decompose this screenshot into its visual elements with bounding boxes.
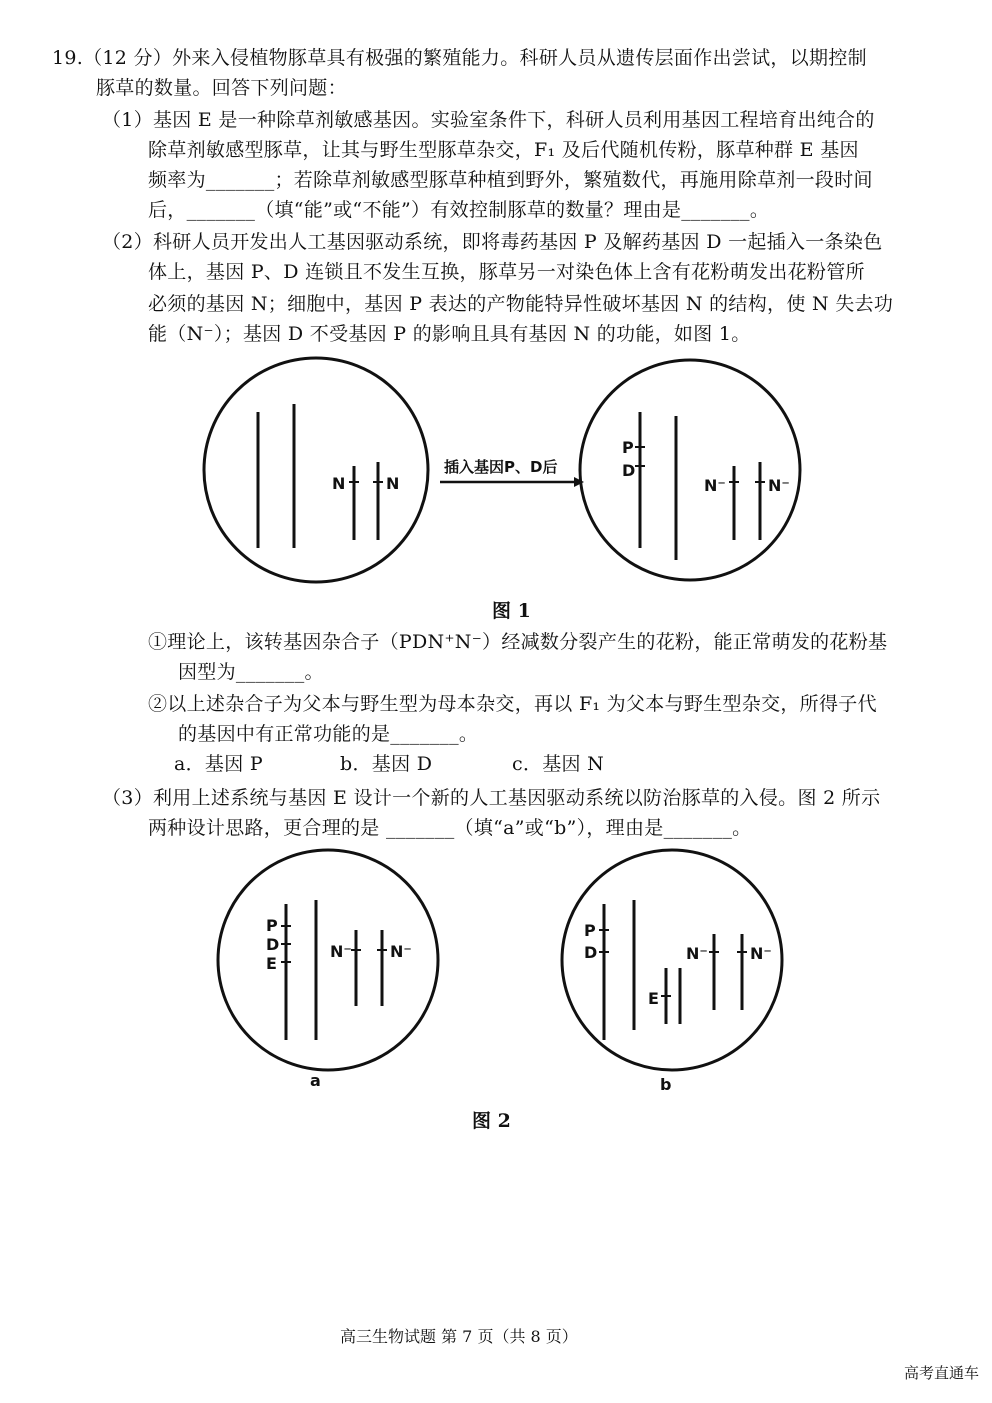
cell-circle-left (204, 358, 428, 582)
gene-label-n: N (332, 474, 346, 493)
option-a: a．基因 P (174, 753, 263, 775)
gene-label-n-minus: N⁻ (768, 476, 790, 495)
cell-circle-b (562, 850, 782, 1070)
gene-label-n-minus: N⁻ (330, 942, 352, 961)
arrow-label: 插入基因P、D后 (444, 458, 558, 476)
gene-label-n-minus: N⁻ (686, 944, 708, 963)
gene-label-p: P (266, 916, 278, 935)
figure-2b-label: b (660, 1075, 672, 1094)
gene-label-d: D (266, 935, 280, 954)
text-line: 两种设计思路，更合理的是 _______（填“a”或“b”），理由是_______。 (148, 817, 752, 839)
page-footer: 高三生物试题 第 7 页（共 8 页） (340, 1327, 578, 1346)
text-line: ①理论上，该转基因杂合子（PDN⁺N⁻）经减数分裂产生的花粉，能正常萌发的花粉基 (148, 631, 888, 653)
gene-label-p: P (584, 921, 596, 940)
gene-label-n-minus: N⁻ (704, 476, 726, 495)
figure-1-caption: 图 1 (492, 600, 531, 622)
gene-label-e: E (266, 954, 277, 973)
text-line: （3）利用上述系统与基因 E 设计一个新的人工基因驱动系统以防治豚草的入侵。图 2 所示 (102, 787, 881, 809)
gene-label-d: D (622, 461, 636, 480)
text-line: （2）科研人员开发出人工基因驱动系统，即将毒药基因 P 及解药基因 D 一起插入一条染色 (102, 231, 883, 253)
text-line: 体上，基因 P、D 连锁且不发生互换，豚草另一对染色体上含有花粉萌发出花粉管所 (148, 261, 865, 283)
text-line: 除草剂敏感型豚草，让其与野生型豚草杂交，F₁ 及后代随机传粉，豚草种群 E 基因 (148, 139, 859, 161)
text-line: 能（N⁻）；基因 D 不受基因 P 的影响且具有基因 N 的功能，如图 1。 (148, 323, 751, 345)
figure-2-caption: 图 2 (472, 1110, 511, 1132)
text-line: 19.（12 分）外来入侵植物豚草具有极强的繁殖能力。科研人员从遗传层面作出尝试，以期控制 (52, 47, 867, 69)
option-b: b．基因 D (340, 753, 433, 775)
text-line: 的基因中有正常功能的是_______。 (178, 723, 479, 745)
watermark: 高考直通车 (904, 1364, 980, 1382)
text-line: ②以上述杂合子为父本与野生型为母本杂交，再以 F₁ 为父本与野生型杂交，所得子代 (148, 693, 877, 715)
cell-circle-right (580, 360, 800, 580)
option-c: c．基因 N (512, 753, 605, 775)
gene-label-n-minus: N⁻ (390, 942, 412, 961)
text-line: 必须的基因 N；细胞中，基因 P 表达的产物能特异性破坏基因 N 的结构，使 N 失去功 (148, 293, 894, 315)
text-line: 频率为_______；若除草剂敏感型豚草种植到野外，繁殖数代，再施用除草剂一段时间 (148, 169, 873, 191)
gene-label-p: P (622, 438, 634, 457)
cell-circle-a (218, 850, 438, 1070)
text-line: 后，_______（填“能”或“不能”）有效控制豚草的数量？理由是_______。 (148, 199, 770, 221)
gene-label-n-minus: N⁻ (750, 944, 772, 963)
figure-2a-label: a (310, 1071, 321, 1090)
text-line: 豚草的数量。回答下列问题： (96, 77, 347, 99)
arrow-head (574, 477, 584, 487)
text-line: 因型为_______。 (178, 661, 324, 683)
text-line: （1）基因 E 是一种除草剂敏感基因。实验室条件下，科研人员利用基因工程培育出纯合的 (102, 109, 875, 131)
gene-label-n: N (386, 474, 400, 493)
gene-label-e: E (648, 989, 659, 1008)
gene-label-d: D (584, 943, 598, 962)
